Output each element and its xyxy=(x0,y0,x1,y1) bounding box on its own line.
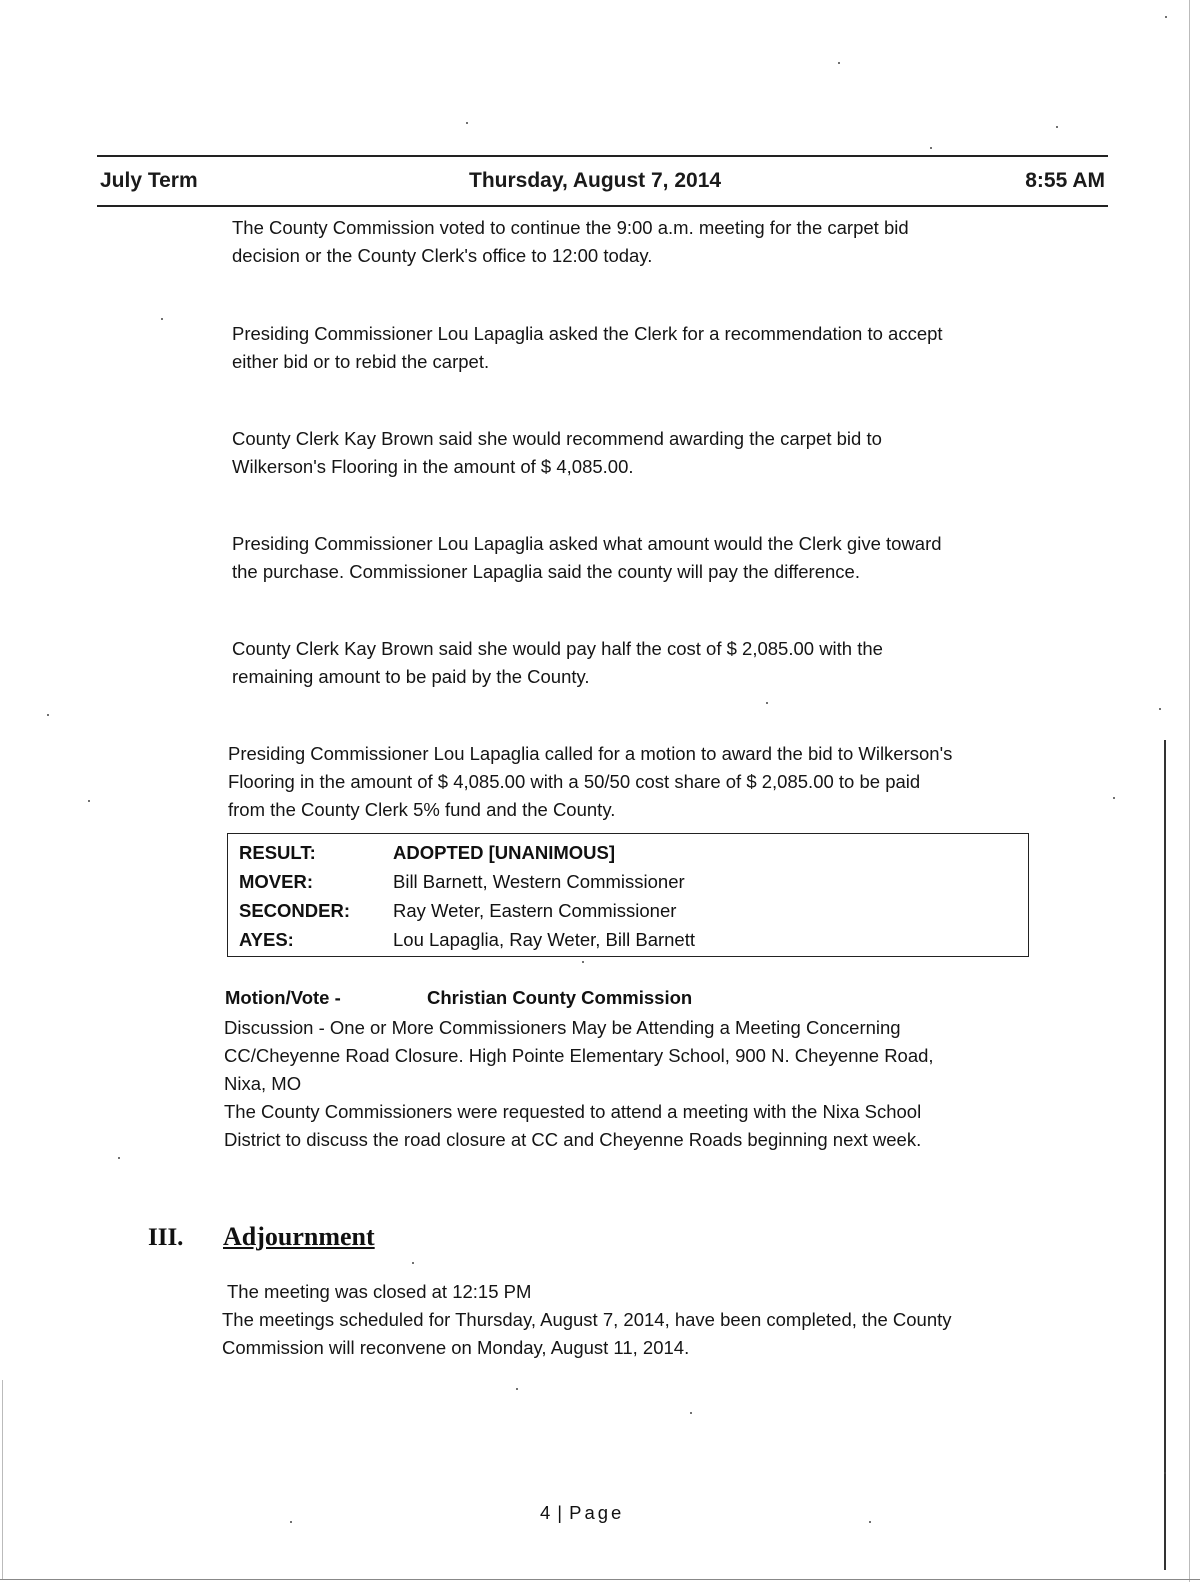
scan-speck xyxy=(690,1412,692,1414)
discussion-block xyxy=(224,1014,1024,1154)
text-line: Wilkerson's Flooring in the amount of $ 4,085.00. xyxy=(232,456,634,477)
vote-value: Lou Lapaglia, Ray Weter, Bill Barnett xyxy=(393,929,695,950)
paragraph-cost-question xyxy=(232,530,1032,586)
term-label: July Term xyxy=(100,169,198,192)
scan-speck xyxy=(412,1262,414,1264)
section-title: Adjournment xyxy=(223,1222,375,1251)
text-line: Presiding Commissioner Lou Lapaglia asked the Clerk for a recommendation to accept xyxy=(232,323,943,344)
scan-speck xyxy=(582,961,584,963)
scan-speck xyxy=(118,1157,120,1159)
margin-bar xyxy=(1164,740,1166,1570)
text-line: District to discuss the road closure at CC and Cheyenne Roads beginning next week. xyxy=(224,1129,922,1150)
text-line: either bid or to rebid the carpet. xyxy=(232,351,490,372)
scan-speck xyxy=(838,62,840,64)
motion-body: Christian County Commission xyxy=(427,987,693,1008)
adjournment-line-1 xyxy=(227,1278,1027,1306)
scan-speck xyxy=(1159,708,1161,710)
page-edge-right xyxy=(1189,0,1190,1582)
text-line: Nixa, MO xyxy=(224,1073,302,1094)
scan-speck xyxy=(869,1521,871,1523)
meeting-date: Thursday, August 7, 2014 xyxy=(469,169,722,192)
scan-speck xyxy=(930,147,932,149)
vote-label: MOVER: xyxy=(239,871,313,892)
scan-speck xyxy=(466,122,468,124)
text-line: The meetings scheduled for Thursday, August 7, 2014, have been completed, the County xyxy=(222,1309,952,1330)
page-edge-bottom xyxy=(0,1579,1200,1580)
text-line: County Clerk Kay Brown said she would recommend awarding the carpet bid to xyxy=(232,428,882,449)
section-number: III. xyxy=(148,1224,184,1251)
motion-label: Motion/Vote - xyxy=(225,987,341,1008)
footer-divider: | xyxy=(557,1502,566,1523)
page-number: 4 xyxy=(540,1502,554,1523)
meeting-time: 8:55 AM xyxy=(1025,169,1105,192)
vote-row-result xyxy=(239,838,1019,867)
text-line: Flooring in the amount of $ 4,085.00 with a 50/50 cost share of $ 2,085.00 to be paid xyxy=(228,771,921,792)
vote-value: Ray Weter, Eastern Commissioner xyxy=(393,900,677,921)
text-line: remaining amount to be paid by the County. xyxy=(232,666,590,687)
vote-value: Bill Barnett, Western Commissioner xyxy=(393,871,685,892)
scan-speck xyxy=(1056,126,1058,128)
scan-speck xyxy=(290,1521,292,1523)
scan-speck xyxy=(161,318,163,320)
text-line: decision or the County Clerk's office to 12:00 today. xyxy=(232,245,653,266)
page-edge-left xyxy=(2,1380,3,1580)
scan-speck xyxy=(88,800,90,802)
page-word: Page xyxy=(569,1502,625,1523)
text-line: Presiding Commissioner Lou Lapaglia called for a motion to award the bid to Wilkerson's xyxy=(228,743,953,764)
scan-speck xyxy=(47,714,49,716)
scan-speck xyxy=(1165,16,1167,18)
vote-result-table xyxy=(227,833,1029,957)
scan-speck xyxy=(1113,797,1115,799)
vote-row-seconder xyxy=(239,896,1019,925)
paragraph-motion-call xyxy=(228,740,1028,824)
text-line: Commission will reconvene on Monday, August 11, 2014. xyxy=(222,1337,690,1358)
text-line: Presiding Commissioner Lou Lapaglia asked what amount would the Clerk give toward xyxy=(232,533,942,554)
adjournment-lines xyxy=(222,1306,1022,1362)
text-line: CC/Cheyenne Road Closure. High Pointe Elementary School, 900 N. Cheyenne Road, xyxy=(224,1045,934,1066)
scan-speck xyxy=(516,1388,518,1390)
vote-label: AYES: xyxy=(239,929,294,950)
paragraph-clerk-cost-share xyxy=(232,635,1032,691)
paragraph-recommendation-request xyxy=(232,320,1032,376)
text-line: The meeting was closed at 12:15 PM xyxy=(227,1281,532,1302)
vote-row-ayes xyxy=(239,925,1019,954)
text-line: County Clerk Kay Brown said she would pay half the cost of $ 2,085.00 with the xyxy=(232,638,883,659)
text-line: The County Commission voted to continue the 9:00 a.m. meeting for the carpet bid xyxy=(232,217,909,238)
vote-row-mover xyxy=(239,867,1019,896)
page-header xyxy=(97,155,1108,207)
text-line: The County Commissioners were requested to attend a meeting with the Nixa School xyxy=(224,1101,922,1122)
scan-speck xyxy=(766,702,768,704)
scan-speck xyxy=(1164,1472,1166,1474)
vote-label: RESULT: xyxy=(239,842,316,863)
page-footer xyxy=(540,1502,624,1524)
paragraph-clerk-recommendation xyxy=(232,425,1032,481)
text-line: from the County Clerk 5% fund and the County. xyxy=(228,799,616,820)
text-line: the purchase. Commissioner Lapaglia said the county will pay the difference. xyxy=(232,561,860,582)
text-line: Discussion - One or More Commissioners May be Attending a Meeting Concerning xyxy=(224,1017,901,1038)
vote-label: SECONDER: xyxy=(239,900,351,921)
vote-value: ADOPTED [UNANIMOUS] xyxy=(393,842,615,863)
paragraph-continue-meeting xyxy=(232,214,1032,270)
